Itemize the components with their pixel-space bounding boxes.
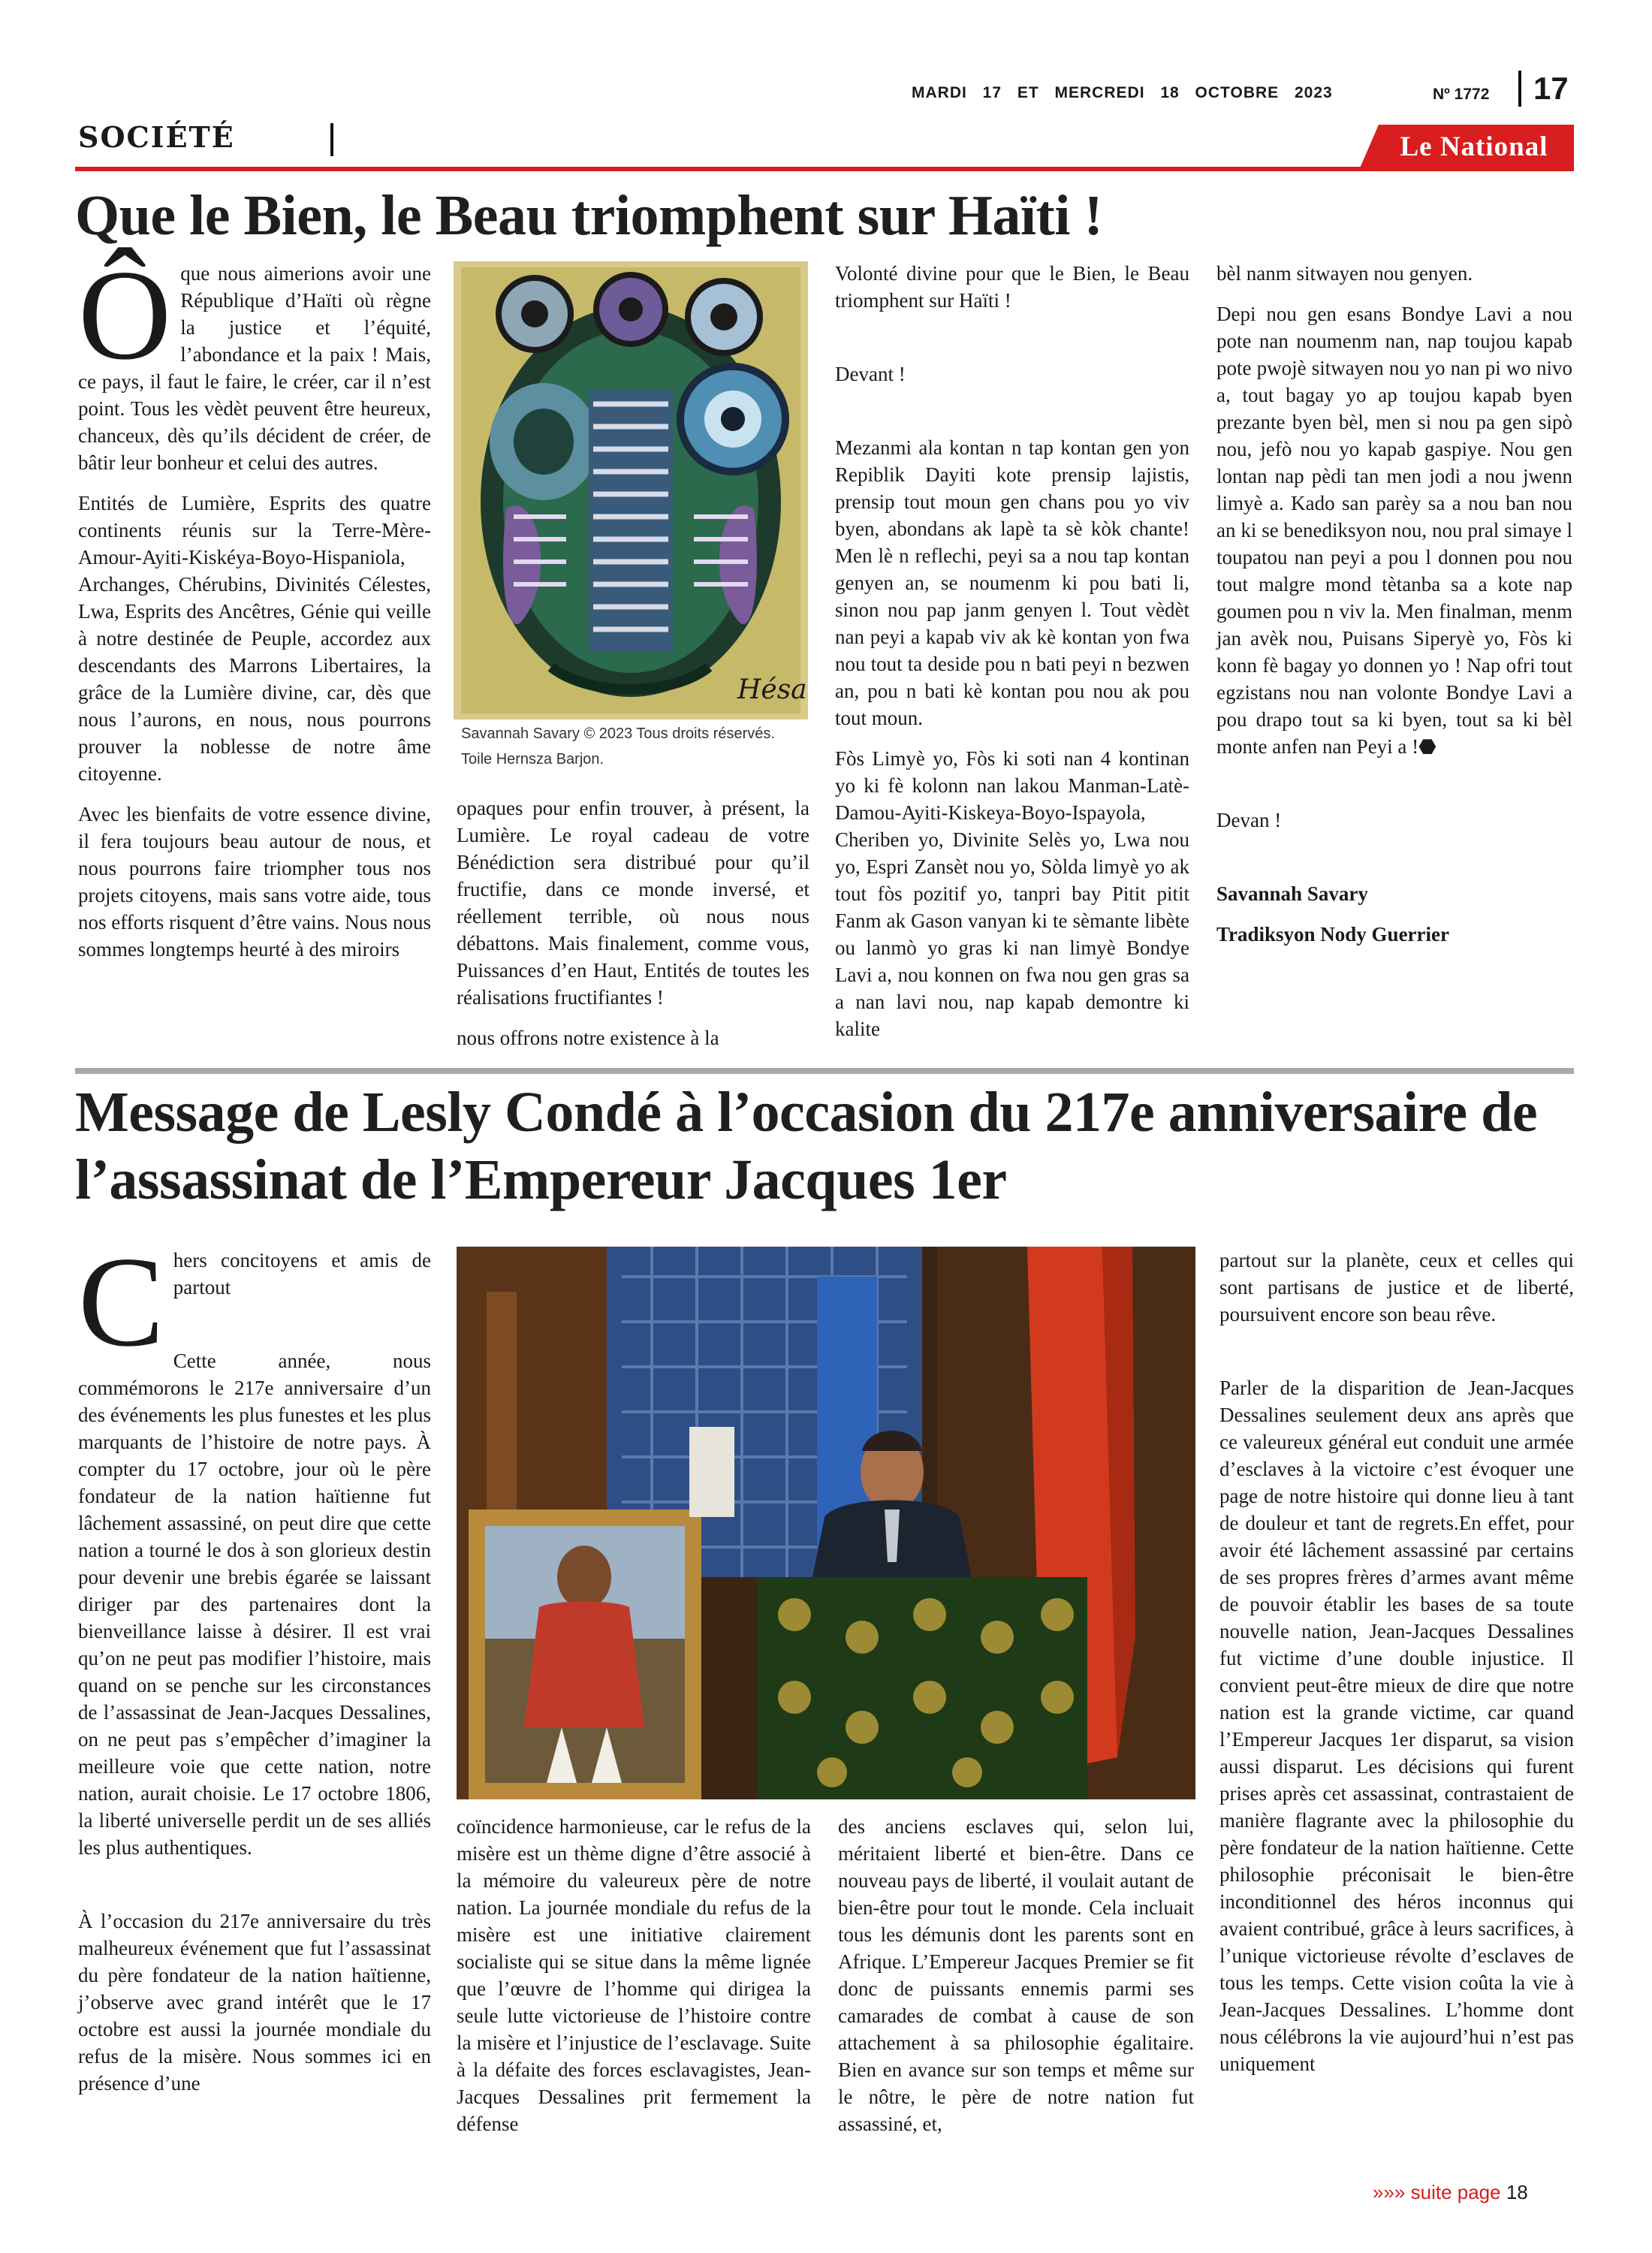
section-label: SOCIÉTÉ	[78, 120, 235, 154]
header-divider	[1518, 71, 1521, 107]
article1-paragraph: Entités de Lumière, Esprits des quatre continents réunis sur la Terre-Mère-Amour-Ayiti-Kiskéya-Boyo-Hispaniola, Archanges, Chérubins, Divinités Célestes, Lwa, Esprits des Ancêtres, Génie qui veille à notre destinée de Peuple, accordez aux descendants des Marrons Libertaires, la grâce de la Lumière divine, car, dès que nous l’aurons, en nous, nous pourrons prouver la noblesse de notre âme citoyenne.	[78, 492, 431, 785]
article1-title: Que le Bien, le Beau triomphent sur Haïti !	[75, 184, 1103, 247]
article1-paragraph: Fòs Limyè yo, Fòs ki soti nan 4 kontinan yo ki fè kolonn nan lakou Manman-Latè-Damou-Ayiti-Kiskeya-Boyo-Ispayola, Cheriben yo, Divinite Selès yo, Lwa nou yo, Espri Zansèt nou yo, Sòlda limyè yo ak tout fòs pozitif yo, tanpri bay Pitit pitit Fanm ak Gason vanyan ki te sèmante libète ou lanmò yo gras ki nan limyè Bondye Lavi a, nou konnen on fwa nou gen gras sa a nan lavi nou, nap kapab demontre ki kalite	[835, 747, 1189, 1040]
article1-column-4	[1216, 260, 1572, 961]
article1-image-caption: Savannah Savary © 2023 Tous droits réservés. Toile Hernsza Barjon.	[461, 725, 775, 768]
header-rule	[75, 167, 1574, 171]
ceremony-photo	[457, 1247, 1195, 1799]
article2-column-2	[457, 1813, 811, 2151]
article2-paragraph: coïncidence harmonieuse, car le refus de la misère est un thème digne d’être associé à la mémoire du valeureux père de notre nation. La journée mondiale du refus de la misère est une initiative clairement socialiste qui se situe dans la même lignée que l’œuvre de l’homme qui dirigea la seule lutte victorieuse de l’histoire contre la misère et l’injustice de l’esclavage. Suite à la défaite des forces esclavagistes, Jean-Jacques Dessalines prit fermement la défense	[457, 1815, 811, 2135]
article1-column-1	[78, 244, 431, 976]
article1-paragraph: Devan !	[1216, 809, 1282, 831]
page-number: 17	[1533, 71, 1569, 106]
article2-paragraph: des anciens esclaves qui, selon lui, méritaient liberté et bien-être. Dans ce nouveau pays de liberté, il voulait autant de bien-être pour tout le monde. Cela incluait tous les démunis dont les parents sont en Afrique. L’Empereur Jacques Premier se fit donc de puissants ennemis parmi ses camarades de combat à cause de son attachement à sa philosophie égalitaire. Bien en avance sur son temps et même sur le nôtre, le père de notre nation fut assassiné, et,	[838, 1815, 1194, 2135]
article1-paragraph: Volonté divine pour que le Bien, le Beau triomphent sur Haïti !	[835, 262, 1189, 312]
article1-paragraph: Avec les bienfaits de votre essence divine, il fera toujours beau autour de nous, et nous pourrons faire triompher tous nos projets citoyens, mais sans votre aide, tous nos efforts risquent d’être vains. Nous nous sommes longtemps heurté à des miroirs	[78, 803, 431, 961]
article2-title: Message de Lesly Condé à l’occasion du 217e anniversaire de l’assassinat de l’Empereur Jacques 1er	[75, 1081, 1538, 1211]
brand-name: Le National	[1400, 131, 1548, 162]
article1-paragraph: Devant !	[835, 363, 906, 385]
article-divider	[75, 1068, 1574, 1074]
article1-paragraph: Depi nou gen esans Bondye Lavi a nou pote nan noumenm nan, nap toujou kapab pote pwojè sitwayen nou yo nan pi wo nivo a, tout bagay yo ap toujou kapab byen prezante byen bèl, men si nou pa gen sipò nou, jefò nou yo kapab gaspiye. Nou gen lontan nap pèdi tan men jodi a nou jwenn limyè a. Kado san parèy sa a nou ban nou an ki se benediksyon nou, nou pral simaye l toupatou nan peyi a pou l donnen pou nou tout malgre mond tètanba sa a kote nap goumen pou n viv la. Men finalman, menm jan avèk nou, Puisans Siperyè yo, Fòs ki konn fè bagay yo donnen yo ! Nap ofri tout egzistans nou nan volonte Bondye Lavi a pou drapo tout sa ki byen, tout sa ki bèl monte anfen nan Peyi a !⬣	[1216, 303, 1572, 758]
article1-author: Savannah Savary	[1216, 882, 1368, 905]
article2-paragraph: Chers concitoyens et amis de partout	[78, 1231, 431, 1374]
article2-dropcap: C	[78, 1231, 164, 1374]
article1-column-3	[835, 260, 1189, 1056]
article2-column-4	[1219, 1247, 1574, 2091]
article1-paragraph: Mezanmi ala kontan n tap kontan gen yon Repiblik Dayiti kote prensip lajistis, prensip tout moun gen chans pou yo viv byen, abondans ak lapè ta sè kòk chante! Men lè n reflechi, peyi sa a nou tap kontan genyen an, se noumenm ki pou bati li, sinon nou pap janm genyen l. Tout vèdèt nan peyi a kapab viv ak kè kontan yon fwa nou tout ta deside pou n bati peyi n bezwen an, pou n bati kè kontan pou nou ak pou tout moun.	[835, 436, 1189, 729]
article2-column-3	[838, 1813, 1194, 2151]
article1-translator: Tradiksyon Nody Guerrier	[1216, 923, 1449, 946]
article1-column-2	[457, 795, 809, 1065]
article1-paragraph: opaques pour enfin trouver, à présent, la Lumière. Le royal cadeau de votre Bénédiction sera distribué pour qu’il fructifie, dans ce monde inversé, et réellement terrible, où nous nous débattons. Mais finalement, comme vous, Puissances d’en Haut, Entités de toutes les réalisations fructifiantes !	[457, 797, 809, 1009]
article2-paragraph: Cette année, nous commémorons le 217e anniversaire d’un des événements les plus funestes et les plus marquants de l’histoire de notre pays. À compter du 17 octobre, jour où le père fondateur de la nation haïtienne fut lâchement assassiné, on peut dire que cette nation a tourné le dos à son glorieux destin pour devenir une brebis égarée se laissant diriger par des partenaires dont la bienveillance laisse à désirer. Il est vrai qu’on ne peut pas modifier l’histoire, mais quand on se penche sur les circonstances de l’assassinat de Jean-Jacques Dessalines, on ne peut pas s’empêcher d’imaginer la meilleure voie que cette nation, notre nation, aurait choisie. Le 17 octobre 1806, la liberté universelle perdit un de ses alliés les plus authentiques.	[78, 1350, 431, 1859]
continued-page-number: 18	[1506, 2181, 1528, 2203]
article2-paragraph: À l’occasion du 217e anniversaire du très malheureux événement que fut l’assassinat du père fondateur de la nation haïtienne, j’observe avec grand intérêt que le 17 octobre est aussi la journée mondiale du refus de la misère. Nous sommes ici en présence d’une	[78, 1910, 431, 2095]
continued-link[interactable]: »»» suite page 18	[1373, 2181, 1528, 2203]
painting-image	[454, 261, 808, 719]
section-divider	[330, 123, 333, 156]
painting-signature: Hésa	[737, 674, 807, 705]
article1-dropcap: Ô	[78, 244, 172, 387]
issue-date: MARDI 17 ET MERCREDI 18 OCTOBRE 2023	[912, 84, 1333, 101]
issue-number: Nº 1772	[1433, 86, 1490, 103]
article1-paragraph: nous offrons notre existence à la	[457, 1027, 719, 1049]
article1-paragraph: bèl nanm sitwayen nou genyen.	[1216, 262, 1473, 285]
article2-paragraph: partout sur la planète, ceux et celles qui sont partisans de justice et de liberté, poursuivent encore son beau rêve.	[1219, 1249, 1574, 1326]
article1-paragraph: Ôque nous aimerions avoir une République d’Haïti où règne la justice et l’équité, l’abondance et la paix ! Mais, ce pays, il faut le faire, le créer, car il n’est point. Tous les vèdèt peuvent être heureux, chanceux, dès qu’ils décident de créer, de bâtir leur bonheur et celui des autres.	[78, 244, 431, 474]
article2-paragraph: Parler de la disparition de Jean-Jacques Dessalines seulement deux ans après que ce valeureux général eut conduit une armée d’esclaves à la victoire c’est évoquer une page de notre histoire qui donne lieu à tant de douleur et tant de regrets.En effet, pour avoir été lâchement assassiné par certains de ses propres frères d’armes avant même de pouvoir établir les bases de sa toute nouvelle nation, Jean-Jacques Dessalines fut victime d’une double injustice. Il convient peut-être mieux de dire que notre nation est la grande victime, car quand l’Empereur Jacques 1er disparut, sa vision aussi disparut. Les décisions qui furent prises après cet assassinat, contrastaient de manière flagrante avec la philosophie du père fondateur de la nation haïtienne. Cette philosophie préconisait le bien-être inconditionnel des héros inconnus qui avaient contribué, grâce à leurs sacrifices, à l’unique victorieuse révolte d’esclaves de tous les temps. Cette vision coûta la vie à Jean-Jacques Dessalines. L’homme dont nous célébrons la vie aujourd’hui n’est pas uniquement	[1219, 1377, 1574, 2075]
article2-column-1	[78, 1231, 431, 2110]
